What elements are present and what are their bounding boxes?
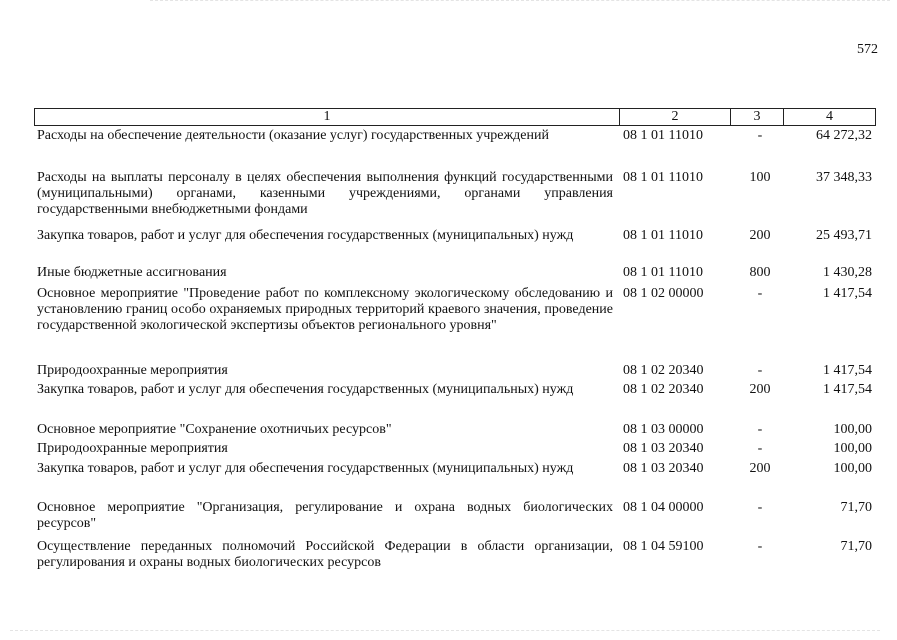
row-amount: 37 348,33 <box>816 170 872 185</box>
row-type: - <box>757 500 763 515</box>
table-row <box>34 363 879 379</box>
row-type: - <box>757 128 763 143</box>
table-row <box>34 128 879 144</box>
row-type: 200 <box>749 461 771 476</box>
row-name: Природоохранные мероприятия <box>37 363 228 378</box>
row-amount: 71,70 <box>840 500 872 515</box>
row-name: Основное мероприятие "Проведение работ по комплексному экологическому обследованию и установлению границ особо охраняемых природных территорий краевого значения, проведение государственной экологической экспертизы объектов регионального уровня" <box>37 286 613 333</box>
row-name: Природоохранные мероприятия <box>37 441 228 456</box>
row-amount: 1 417,54 <box>823 286 872 301</box>
row-amount: 100,00 <box>833 441 872 456</box>
row-name: Основное мероприятие "Сохранение охотничьих ресурсов" <box>37 422 392 437</box>
row-type: - <box>757 363 763 378</box>
row-type: - <box>757 539 763 554</box>
row-name: Расходы на выплаты персоналу в целях обеспечения выполнения функций государственными (муниципальными) органами, казенными учреждениями, органами управления государственными внебюджетными фондами <box>37 170 613 217</box>
table-row <box>34 286 879 350</box>
header-col-3: 3 <box>731 109 784 126</box>
row-code: 08 1 01 11010 <box>623 228 703 243</box>
header-col-1: 1 <box>35 109 620 126</box>
table-row <box>34 539 879 571</box>
row-amount: 1 430,28 <box>823 265 872 280</box>
header-col-4: 4 <box>784 109 876 126</box>
row-amount: 100,00 <box>833 461 872 476</box>
row-code: 08 1 02 00000 <box>623 286 704 301</box>
row-amount: 71,70 <box>840 539 872 554</box>
row-code: 08 1 02 20340 <box>623 363 704 378</box>
table-row <box>34 265 879 281</box>
row-amount: 64 272,32 <box>816 128 872 143</box>
table-header <box>34 108 876 126</box>
table-row <box>34 228 879 260</box>
row-amount: 1 417,54 <box>823 382 872 397</box>
row-type: - <box>757 441 763 456</box>
page-number: 572 <box>857 42 878 57</box>
table-row <box>34 170 879 218</box>
table-row <box>34 422 879 438</box>
row-code: 08 1 04 59100 <box>623 539 704 554</box>
row-amount: 100,00 <box>833 422 872 437</box>
row-type: 100 <box>749 170 771 185</box>
row-name: Основное мероприятие "Организация, регулирование и охрана водных биологических ресурсов" <box>37 500 613 531</box>
row-code: 08 1 01 11010 <box>623 128 703 143</box>
table-row <box>34 461 879 493</box>
row-code: 08 1 03 20340 <box>623 461 704 476</box>
row-name: Закупка товаров, работ и услуг для обеспечения государственных (муниципальных) нужд <box>37 228 574 243</box>
row-name: Осуществление переданных полномочий Российской Федерации в области организации, регулирования и охраны водных биологических ресурсов <box>37 539 613 570</box>
scan-artifact-bottom <box>10 630 880 632</box>
row-amount: 1 417,54 <box>823 363 872 378</box>
row-name: Закупка товаров, работ и услуг для обеспечения государственных (муниципальных) нужд <box>37 382 574 397</box>
table-row <box>34 382 879 414</box>
row-type: - <box>757 422 763 437</box>
row-name: Иные бюджетные ассигнования <box>37 265 227 280</box>
row-type: - <box>757 286 763 301</box>
row-code: 08 1 03 00000 <box>623 422 704 437</box>
row-type: 200 <box>749 228 771 243</box>
scan-artifact-top <box>150 0 890 2</box>
row-amount: 25 493,71 <box>816 228 872 243</box>
row-name: Закупка товаров, работ и услуг для обеспечения государственных (муниципальных) нужд <box>37 461 574 476</box>
row-code: 08 1 02 20340 <box>623 382 704 397</box>
row-code: 08 1 04 00000 <box>623 500 704 515</box>
header-col-2: 2 <box>620 109 731 126</box>
row-code: 08 1 01 11010 <box>623 170 703 185</box>
row-name: Расходы на обеспечение деятельности (оказание услуг) государственных учреждений <box>37 128 549 143</box>
row-type: 200 <box>749 382 771 397</box>
row-type: 800 <box>749 265 771 280</box>
row-code: 08 1 01 11010 <box>623 265 703 280</box>
table-row <box>34 441 879 457</box>
table-row <box>34 500 879 532</box>
row-code: 08 1 03 20340 <box>623 441 704 456</box>
